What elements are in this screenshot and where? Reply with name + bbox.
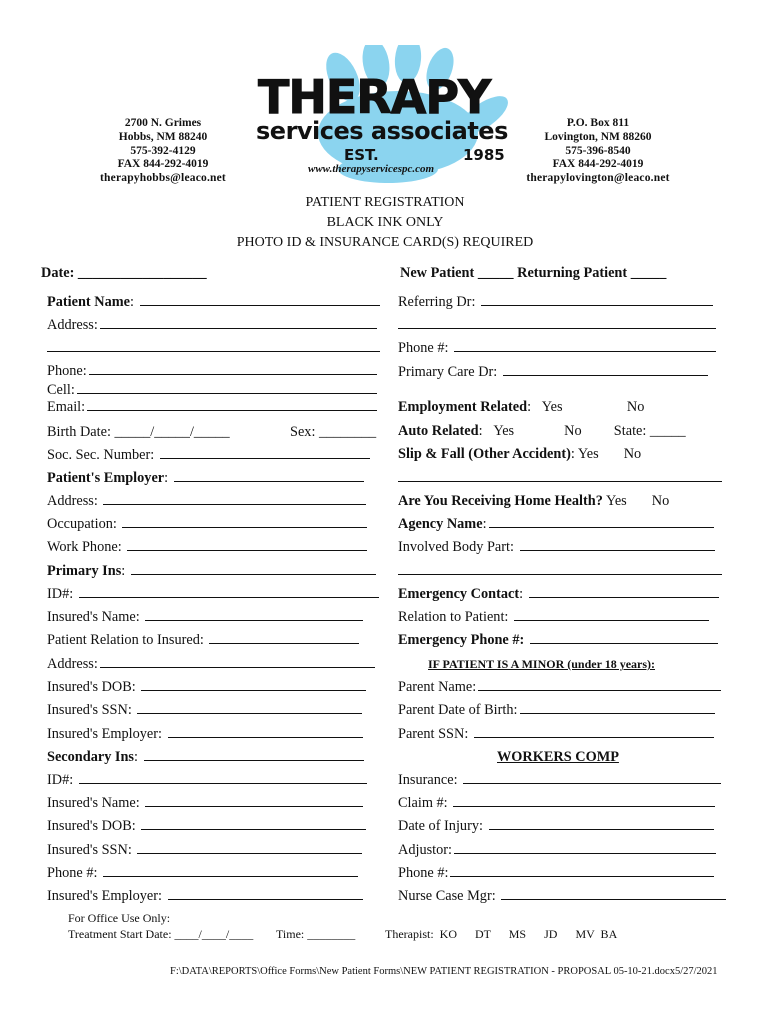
secondary-ins-label: Secondary Ins: [47, 749, 134, 765]
insured-ssn-field[interactable]: [47, 702, 362, 719]
left-office-phone: 575-392-4129: [130, 144, 196, 157]
ssn-field[interactable]: [47, 447, 370, 464]
insured-ssn-label: Insured's SSN:: [47, 702, 132, 718]
right-office-address: [522, 117, 674, 186]
phone-field[interactable]: [47, 363, 377, 380]
claim-field[interactable]: [398, 795, 715, 812]
cell-label: Cell:: [47, 382, 75, 398]
cell-field[interactable]: [47, 382, 377, 399]
employer-field[interactable]: Patient's Employer:: [47, 470, 364, 487]
logo-website: www.therapyservicespc.com: [308, 163, 435, 175]
insured-employer2-label: Insured's Employer:: [47, 888, 162, 904]
primary-ins-label: Primary Ins: [47, 563, 122, 579]
insurance-address-label: Address:: [47, 656, 98, 672]
nurse-case-mgr-label: Nurse Case Mgr:: [398, 888, 496, 904]
auto-options[interactable]: Yes No State: _____: [493, 423, 686, 439]
patient-type-field[interactable]: New Patient _____ Returning Patient _____: [400, 265, 667, 281]
email-label: Email:: [47, 399, 86, 415]
primary-care-field[interactable]: [398, 364, 708, 381]
claim-label: Claim #:: [398, 795, 448, 811]
referring-dr-field[interactable]: [398, 294, 713, 311]
parent-dob-field[interactable]: [398, 702, 715, 719]
insured-dob2-field[interactable]: [47, 818, 366, 835]
wc-phone-label: Phone #:: [398, 865, 449, 881]
insured-ssn2-field[interactable]: [47, 842, 362, 859]
therapist-field[interactable]: Therapist: KO DT MS JD MV BA: [385, 927, 618, 941]
emergency-phone-label: Emergency Phone #:: [398, 632, 525, 648]
auto-related-field[interactable]: Auto Related: Yes No State: _____: [398, 423, 686, 439]
form-title: PATIENT REGISTRATION: [305, 195, 465, 210]
address-line-2[interactable]: [47, 340, 380, 357]
relation-to-insured-field[interactable]: [47, 632, 359, 649]
patient-name-field[interactable]: Patient Name:: [47, 294, 380, 311]
birth-date-field[interactable]: Birth Date: _____/_____/_____: [47, 424, 230, 440]
home-health-field[interactable]: [398, 493, 669, 510]
home-health-label: Are You Receiving Home Health?: [398, 493, 603, 509]
occupation-label: Occupation:: [47, 516, 117, 532]
slip-fall-label: Slip & Fall (Other Accident): [398, 446, 571, 462]
wc-phone-field[interactable]: [398, 865, 714, 882]
injury-date-label: Date of Injury:: [398, 818, 483, 834]
insured-employer-field[interactable]: [47, 726, 363, 743]
address-label: Address:: [47, 317, 98, 333]
minor-heading: IF PATIENT IS A MINOR (under 18 years):: [428, 657, 656, 671]
patient-name-label: Patient Name: [47, 294, 130, 310]
insured-name2-label: Insured's Name:: [47, 795, 140, 811]
sex-field[interactable]: Sex: ________: [290, 424, 377, 440]
file-path-footer: F:\DATA\REPORTS\Office Forms\New Patient Forms\NEW PATIENT REGISTRATION - PROPOSAL 05-10-21.docx5/27/2021: [170, 966, 718, 977]
address-field[interactable]: [47, 317, 377, 334]
adjustor-label: Adjustor:: [398, 842, 453, 858]
ink-instruction: BLACK INK ONLY: [326, 215, 444, 230]
id2-label: ID#:: [47, 772, 74, 788]
work-phone-field[interactable]: [47, 539, 367, 556]
body-part-label: Involved Body Part:: [398, 539, 514, 555]
referring-phone-label: Phone #:: [398, 340, 449, 356]
primary-ins-field[interactable]: Primary Ins:: [47, 563, 376, 580]
insured-dob-label: Insured's DOB:: [47, 679, 136, 695]
ssn-label: Soc. Sec. Number:: [47, 447, 155, 463]
id-requirement: PHOTO ID & INSURANCE CARD(S) REQUIRED: [236, 235, 534, 250]
employer-address-field[interactable]: [47, 493, 366, 510]
insurance-address-field[interactable]: [47, 656, 375, 673]
id2-field[interactable]: [47, 772, 367, 789]
employment-options[interactable]: Yes No: [541, 399, 645, 415]
referring-phone-field[interactable]: [398, 340, 716, 357]
parent-dob-label: Parent Date of Birth:: [398, 702, 518, 718]
office-use-label: For Office Use Only:: [68, 911, 171, 925]
left-office-email: therapyhobbs@leaco.net: [100, 172, 226, 185]
agency-name-label: Agency Name: [398, 516, 483, 532]
injury-date-field[interactable]: [398, 818, 714, 835]
parent-name-field[interactable]: [398, 679, 721, 696]
left-office-city: Hobbs, NM 88240: [118, 130, 208, 143]
time-field[interactable]: Time: ________: [276, 927, 356, 941]
logo-year: 1985: [463, 146, 505, 164]
date-field[interactable]: Date: __________________: [41, 265, 207, 281]
slip-fall-line-2[interactable]: [398, 470, 722, 487]
employer-address-label: Address:: [47, 493, 98, 509]
insured-dob2-label: Insured's DOB:: [47, 818, 136, 834]
id-field[interactable]: [47, 586, 379, 603]
body-part-field[interactable]: [398, 539, 715, 556]
treatment-start-field[interactable]: Treatment Start Date: ____/____/____: [68, 927, 254, 941]
work-phone-label: Work Phone:: [47, 539, 122, 555]
parent-ssn-label: Parent SSN:: [398, 726, 469, 742]
logo-est: EST.: [344, 146, 379, 164]
relation-to-patient-field[interactable]: [398, 609, 709, 626]
left-office-fax: FAX 844-292-4019: [117, 158, 209, 171]
employer-label: Patient's Employer: [47, 470, 165, 486]
relation-to-insured-label: Patient Relation to Insured:: [47, 632, 204, 648]
wc-insurance-field[interactable]: [398, 772, 721, 789]
wc-insurance-label: Insurance:: [398, 772, 458, 788]
right-office-email: therapylovington@leaco.net: [526, 172, 670, 185]
adjustor-field[interactable]: [398, 842, 716, 859]
left-office-address: [96, 117, 230, 186]
insured-employer2-field[interactable]: [47, 888, 363, 905]
insured-name-field[interactable]: [47, 609, 363, 626]
right-office-phone: 575-396-8540: [565, 144, 631, 157]
parent-name-label: Parent Name:: [398, 679, 477, 695]
referring-dr-line-2[interactable]: [398, 317, 716, 334]
phone-label: Phone:: [47, 363, 87, 379]
insured-name-label: Insured's Name:: [47, 609, 140, 625]
emergency-phone-field[interactable]: [398, 632, 718, 649]
right-office-fax: FAX 844-292-4019: [552, 158, 644, 171]
insured-ssn2-label: Insured's SSN:: [47, 842, 132, 858]
employment-related-field[interactable]: Employment Related: Yes No: [398, 399, 645, 415]
workers-comp-heading: WORKERS COMP: [497, 749, 619, 765]
logo-title: THERAPY: [258, 70, 491, 124]
referring-dr-label: Referring Dr:: [398, 294, 476, 310]
slip-fall-options[interactable]: Yes No: [577, 446, 642, 462]
right-office-street: P.O. Box 811: [566, 117, 630, 129]
right-office-city: Lovington, NM 88260: [544, 130, 652, 143]
auto-related-label: Auto Related: [398, 423, 479, 439]
agency-name-field[interactable]: Agency Name:: [398, 516, 714, 533]
slip-fall-field[interactable]: Slip & Fall (Other Accident): Yes No: [398, 446, 642, 462]
phone2-label: Phone #:: [47, 865, 98, 881]
insured-name2-field[interactable]: [47, 795, 363, 812]
home-health-options[interactable]: Yes No: [605, 493, 670, 509]
secondary-ins-field[interactable]: Secondary Ins:: [47, 749, 364, 766]
relation-to-patient-label: Relation to Patient:: [398, 609, 509, 625]
left-office-street: 2700 N. Grimes: [124, 117, 202, 129]
emergency-contact-field[interactable]: Emergency Contact:: [398, 586, 719, 603]
emergency-contact-label: Emergency Contact: [398, 586, 520, 602]
id-label: ID#:: [47, 586, 74, 602]
insured-employer-label: Insured's Employer:: [47, 726, 162, 742]
phone2-field[interactable]: [47, 865, 358, 882]
employment-related-label: Employment Related: [398, 399, 528, 415]
primary-care-label: Primary Care Dr:: [398, 364, 498, 380]
insured-dob-field[interactable]: [47, 679, 366, 696]
occupation-field[interactable]: [47, 516, 367, 533]
logo-subtitle: services associates: [256, 117, 508, 145]
body-part-line-2[interactable]: [398, 563, 722, 580]
parent-ssn-field[interactable]: [398, 726, 714, 743]
company-logo: [248, 45, 523, 185]
email-field[interactable]: [47, 399, 377, 416]
nurse-case-mgr-field[interactable]: [398, 888, 726, 905]
